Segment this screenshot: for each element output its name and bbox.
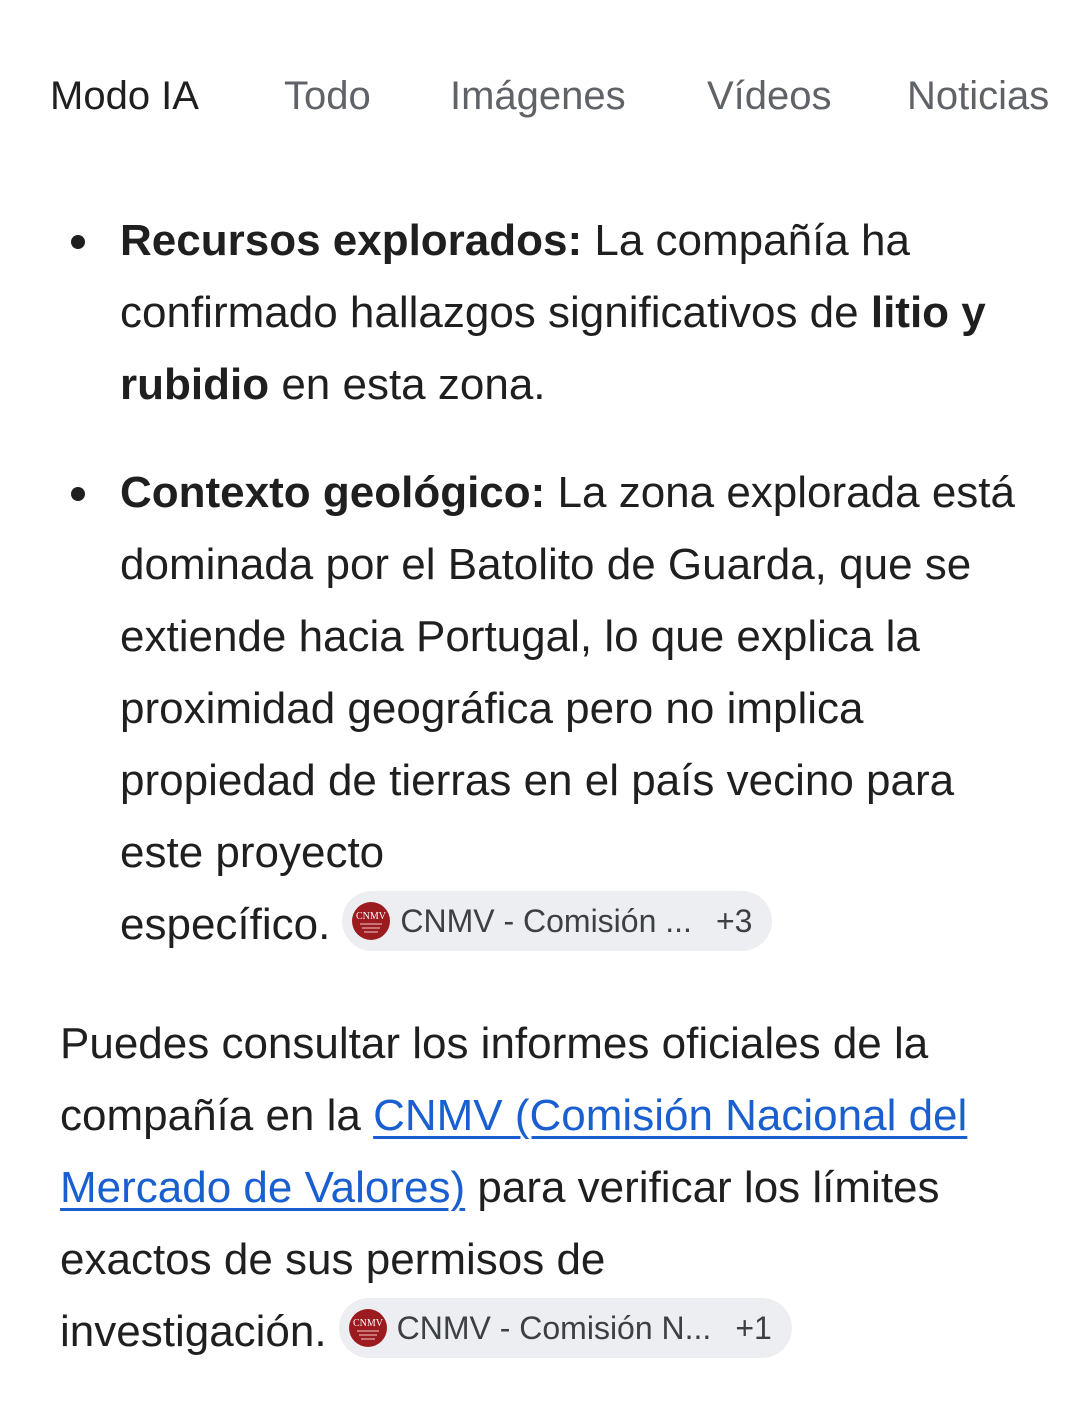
- paragraph-text-end: investigación.: [60, 1307, 327, 1356]
- source-chip-label: CNMV - Comisión N...: [396, 1310, 712, 1347]
- bullet-highlight: litio y rubidio: [120, 288, 986, 409]
- tab-modo-ia[interactable]: Modo IA: [50, 74, 199, 118]
- tab-noticias[interactable]: Noticias: [907, 74, 1050, 118]
- ai-answer-bullet-list: [0, 205, 1080, 961]
- source-chip-count: +3: [715, 903, 753, 940]
- bullet-text: La zona explorada está dominada por el Batolito de Guarda, que se extiende hacia Portugal, lo que explica la proximidad geográfica pero no implica propiedad de tierras en el país vecino para este proyecto: [120, 468, 1015, 877]
- svg-text:CNMV: CNMV: [356, 911, 387, 923]
- bullet-heading: Recursos explorados:: [120, 216, 583, 265]
- bullet-text-end: en esta zona.: [269, 360, 546, 409]
- source-chip-count: +1: [735, 1310, 772, 1347]
- bullet-tail-group: [120, 900, 772, 949]
- source-chip-cnmv[interactable]: [342, 891, 772, 951]
- cnmv-link[interactable]: CNMV (Comisión Nacional del Mercado de Valores): [60, 1091, 968, 1212]
- tab-videos[interactable]: Vídeos: [707, 74, 832, 118]
- cnmv-logo-icon: [349, 1309, 387, 1347]
- bullet-text: La compañía ha confirmado hallazgos significativos de: [120, 216, 910, 337]
- bullet-heading: Contexto geológico:: [120, 468, 546, 517]
- bullet-text-end: específico.: [120, 900, 331, 949]
- paragraph-text-2: para verificar los límites exactos de sus permisos de: [60, 1163, 940, 1284]
- source-chip-cnmv-2[interactable]: [339, 1298, 792, 1358]
- svg-text:CNMV: CNMV: [352, 1318, 383, 1330]
- paragraph-tail-group: [60, 1307, 792, 1356]
- bullet-dot: [71, 235, 85, 249]
- tab-todo[interactable]: Todo: [284, 74, 371, 118]
- search-mode-tabs: [0, 66, 1080, 126]
- ai-answer-paragraph: [60, 1008, 1040, 1368]
- cnmv-logo-icon: [352, 902, 390, 940]
- bullet-contexto-geologico: [0, 457, 1080, 961]
- bullet-recursos-explorados: [0, 205, 1080, 421]
- source-chip-label: CNMV - Comisión ...: [400, 903, 692, 940]
- tab-imagenes[interactable]: Imágenes: [450, 74, 626, 118]
- paragraph-text: Puedes consultar los informes oficiales de la compañía en la: [60, 1019, 929, 1140]
- bullet-dot: [71, 487, 85, 501]
